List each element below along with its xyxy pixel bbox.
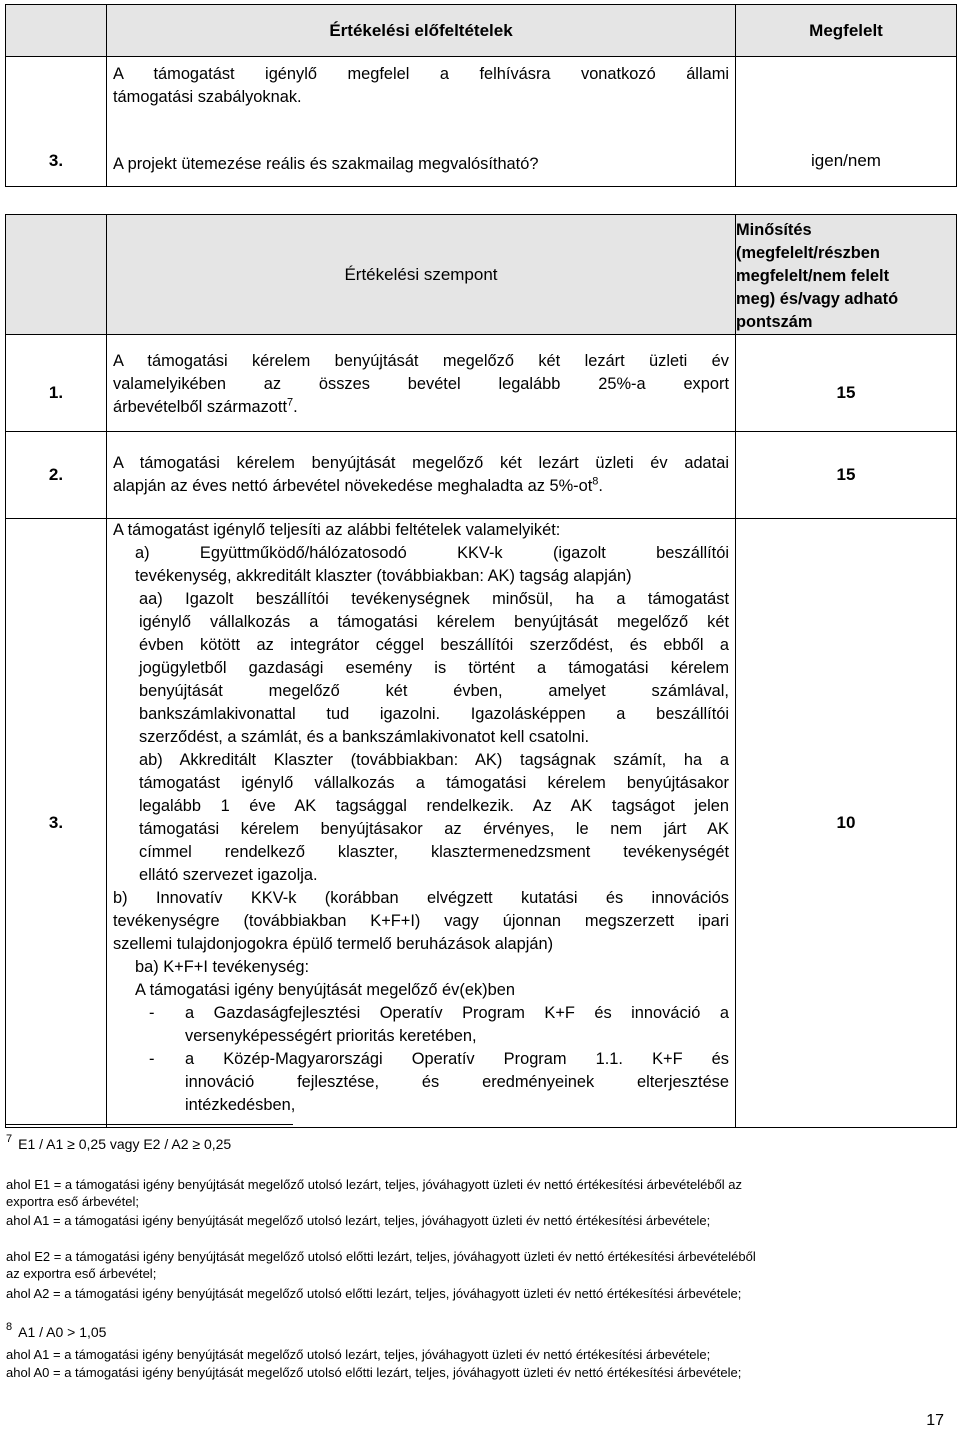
rating-header-line: meg) és/vagy adható [736, 290, 899, 308]
footnote-8-formula [6, 1321, 946, 1343]
condition-ab-line: címmel rendelkező klaszter, klasztermenedzsment tevékenységét [139, 843, 729, 861]
condition-ab [113, 749, 729, 887]
footnote-separator [5, 1124, 293, 1125]
criterion-text [107, 335, 736, 432]
footnote-line: az exportra eső árbevétel; [6, 1265, 157, 1281]
criterion-row-3 [6, 519, 957, 1128]
condition-aa-line: igénylő vállalkozás a támogatási kérelem benyújtását megelőző két [139, 613, 729, 631]
condition-aa-line: évben kötött az integrátor céggel beszállítói szerződést, és ebből a [139, 636, 729, 654]
criterion-row-2 [6, 432, 957, 519]
condition-ba-sub: A támogatási igény benyújtását megelőző év(ek)ben [135, 981, 515, 999]
footnote-7-e2 [6, 1249, 946, 1282]
condition-ab-line: ellátó szervezet igazolja. [139, 866, 318, 884]
criterion-intro: A támogatást igénylő teljesíti az alábbi feltételek valamelyikét: [113, 521, 561, 539]
footnote-8-a1 [6, 1347, 946, 1364]
page-number: 17 [926, 1412, 944, 1429]
dash-item-line: a Gazdaságfejlesztési Operatív Program K+F és innováció a [185, 1004, 729, 1022]
dash-item-1 [113, 1002, 729, 1048]
condition-aa-line: szerződést, a számlát, és a bankszámlakivonatot kell csatolni. [139, 728, 590, 746]
row-number-3: 3. [48, 151, 64, 170]
condition-ab-line: támogatást igénylő vállalkozás a támogatási kérelem benyújtásakor [139, 774, 729, 792]
condition-aa-line: jogügyletből gazdasági esemény is történt a támogatási kérelem [139, 659, 729, 677]
condition-ba-line: ba) K+F+I tevékenység: [135, 958, 310, 976]
footnote-mark-7: 7 [6, 1133, 13, 1145]
dash-item-line: a Közép-Magyarországi Operatív Program 1.1. K+F és [185, 1050, 729, 1068]
footnote-ref-8: 8 [592, 475, 599, 488]
rating-header-line: pontszám [736, 313, 813, 331]
footnote-line: ahol A1 = a támogatási igény benyújtását megelőző utolsó lezárt, teljes, jóváhagyott üzleti év nettó értékesítési árbevétele; [6, 1213, 711, 1228]
dash-marker: - [149, 1050, 155, 1068]
criterion-line: valamelyikében az összes bevétel legalább 25%-a export [113, 374, 729, 393]
condition-b-line: szellemi tulajdonjogokra épülő termelő beruházások alapján) [113, 935, 554, 953]
criterion-line [113, 475, 729, 498]
criterion-line-text: alapján az éves nettó árbevétel növekedése meghaladta az 5%-ot [113, 477, 593, 495]
criterion-text [107, 519, 736, 1128]
condition-aa-line: benyújtását megelőző két évben, amelyet számlával, [139, 682, 729, 700]
rating-header-line: megfelelt/nem felelt [736, 267, 890, 285]
footnote-7-formula [6, 1133, 946, 1155]
criterion-line-end: . [598, 477, 603, 495]
footnote-line: exportra eső árbevétel; [6, 1193, 139, 1209]
dash-item-line: intézkedésben, [185, 1096, 296, 1114]
footnote-formula: E1 / A1 ≥ 0,25 vagy E2 / A2 ≥ 0,25 [18, 1136, 232, 1152]
dash-item-text [185, 1002, 729, 1048]
footnote-line: ahol E1 = a támogatási igény benyújtását megelőző utolsó lezárt, teljes, jóváhagyott üzleti év nettó értékesítési árbevételéből az [6, 1177, 743, 1192]
footnote-line: ahol A0 = a támogatási igény benyújtását megelőző utolsó előtti lezárt, teljes, jóváhagyott üzleti év nettó értékesítési árbevétele; [6, 1365, 742, 1380]
condition-aa-line: bankszámlakivonattal tud igazolni. Igazolásképpen a beszállítói [139, 705, 729, 723]
footnote-line: ahol E2 = a támogatási igény benyújtását megelőző utolsó előtti lezárt, teljes, jóváhagyott üzleti év nettó értékesítési árbevételéből [6, 1249, 756, 1264]
score-value: 15 [736, 432, 957, 519]
criterion-header: Értékelési szempont [107, 215, 736, 335]
footnote-line: ahol A2 = a támogatási igény benyújtását megelőző utolsó előtti lezárt, teljes, jóváhagyott üzleti év nettó értékesítési árbevétele; [6, 1286, 742, 1301]
header-number-cell [6, 215, 107, 335]
condition-a-line: tevékenység, akkreditált klaszter (továbbiakban: AK) tagság alapján) [135, 567, 632, 585]
criterion-line-end: . [293, 397, 298, 416]
status-header: Megfelelt [736, 5, 957, 57]
footnote-7-a1 [6, 1213, 946, 1230]
footnote-7-e1 [6, 1177, 946, 1210]
condition-a-line: a) Együttműködő/hálózatosodó KKV-k (igazolt beszállítói [135, 544, 729, 562]
dash-item-line: versenyképességért prioritás keretében, [185, 1027, 477, 1045]
criterion-row-1 [6, 335, 957, 432]
prerequisite-schedule-value: igen/nem [736, 57, 957, 187]
evaluation-table [5, 214, 957, 1128]
criterion-line-text: árbevételből származott [113, 397, 288, 416]
prerequisites-header-row [6, 5, 957, 57]
prerequisites-table [5, 4, 957, 187]
row-number: 1. [6, 335, 107, 432]
row-number: 3. [6, 519, 107, 1128]
criterion-line: A támogatási kérelem benyújtását megelőző két lezárt üzleti év [113, 351, 729, 370]
condition-aa-line: aa) Igazolt beszállítói tevékenységnek minősül, ha a támogatást [139, 590, 729, 608]
footnote-8-a0 [6, 1365, 946, 1382]
evaluation-header-row [6, 215, 957, 335]
condition-ab-line: támogatási kérelem benyújtásakor az érvényes, le nem járt AK [139, 820, 729, 838]
criterion-text [107, 432, 736, 519]
condition-b-line: b) Innovatív KKV-k (korábban elvégzett kutatási és innovációs [113, 889, 729, 907]
criterion-line [113, 396, 729, 419]
dash-item-2 [113, 1048, 729, 1117]
score-value: 10 [736, 519, 957, 1128]
prerequisites-text-cell [107, 57, 736, 187]
rating-header-line: Minősítés [736, 221, 812, 239]
condition-ab-line: ab) Akkreditált Klaszter (továbbiakban: AK) tagságnak számít, ha a [139, 751, 729, 769]
rating-header [736, 215, 957, 335]
header-number-cell [6, 5, 107, 57]
rating-header-line: (megfelelt/részben [736, 244, 880, 262]
prerequisites-header: Értékelési előfeltételek [107, 5, 736, 57]
footnote-7-a2 [6, 1286, 946, 1303]
footnote-line: ahol A1 = a támogatási igény benyújtását megelőző utolsó lezárt, teljes, jóváhagyott üzleti év nettó értékesítési árbevétele; [6, 1347, 711, 1362]
row-number [6, 57, 107, 187]
condition-b-line: tevékenységre (továbbiakban K+F+I) vagy újonnan megszerzett ipari [113, 912, 729, 930]
row-number: 2. [6, 432, 107, 519]
prerequisite-schedule-text: A projekt ütemezése reális és szakmailag megvalósítható? [113, 155, 539, 173]
prerequisite-support-line-2: támogatási szabályoknak. [113, 88, 302, 106]
condition-aa [113, 588, 729, 749]
prerequisite-support-line-1: A támogatást igénylő megfelel a felhívásra vonatkozó állami [113, 65, 729, 83]
condition-ab-line: legalább 1 éve AK tagsággal rendelkezik. Az AK tagságot jelen [139, 797, 729, 815]
dash-marker: - [149, 1004, 155, 1022]
prerequisites-body-row [6, 57, 957, 187]
score-value: 15 [736, 335, 957, 432]
dash-item-text [185, 1048, 729, 1117]
dash-item-line: innováció fejlesztése, és eredményeinek elterjesztése [185, 1073, 729, 1091]
footnote-formula: A1 / A0 > 1,05 [18, 1324, 107, 1340]
footnote-mark-8: 8 [6, 1321, 13, 1333]
footnote-ref-7: 7 [287, 396, 294, 409]
criterion-line: A támogatási kérelem benyújtását megelőző két lezárt üzleti év adatai [113, 454, 729, 472]
